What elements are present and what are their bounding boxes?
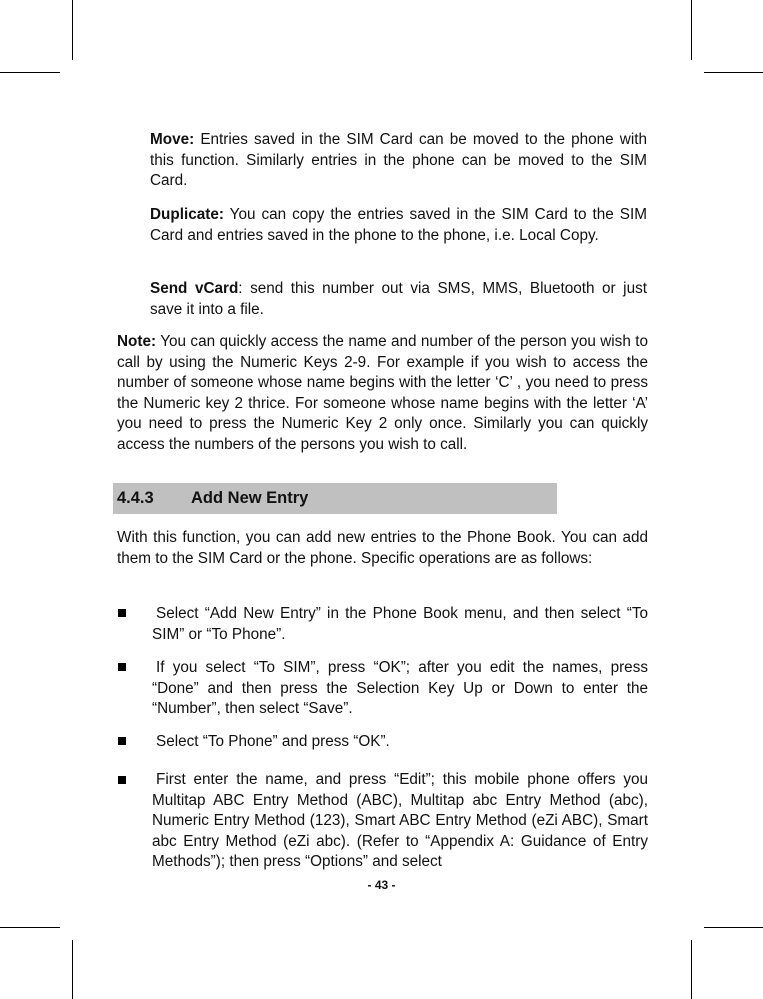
crop-mark [0,927,60,928]
page-number: - 43 - [367,878,396,892]
crop-mark [691,0,692,60]
move-item [150,130,647,192]
sendvcard-text: : send this number out via SMS, MMS, Bluetooth or just save it into a file. [150,280,647,318]
list-item: Select “To Phone” and press “OK”. [156,733,390,750]
bullet-icon [118,609,126,617]
note-text: You can quickly access the name and number of the person you wish to call by using the Numeric Keys 2-9. For example if you wish to access the number of someone whose name begins with the letter ‘C’ , you need to press the Numeric key 2 thrice. For someone whose name begins with the letter ‘A’ you need to press the Numeric Key 2 only once. Similarly you can quickly access the numbers of the persons you wish to call. [117,333,648,453]
section-number: 4.4.3 [117,489,154,507]
bullet-icon [118,663,126,671]
duplicate-item [150,205,647,246]
crop-mark [72,0,73,60]
crop-mark [691,940,692,999]
list-item: If you select “To SIM”, press “OK”; after you edit the names, press “Done” and then press the Selection Key Up or Down to enter the “Number”, then select “Save”. [152,659,648,717]
note-paragraph [117,332,648,455]
crop-mark [72,940,73,999]
section-intro: With this function, you can add new entries to the Phone Book. You can add them to the SIM Card or the phone. Specific operations are as follows: [117,529,648,567]
crop-mark [704,72,763,73]
sendvcard-item [150,279,647,320]
bullet-icon [118,737,126,745]
crop-mark [0,72,60,73]
move-text: Entries saved in the SIM Card can be moved to the phone with this function. Similarly entries in the phone can be moved to the SIM Card. [150,131,647,189]
sendvcard-term: Send vCard [150,280,239,297]
section-title: Add New Entry [191,489,309,507]
bullet-icon [118,776,126,784]
move-term: Move: [150,131,195,148]
list-item: First enter the name, and press “Edit”; this mobile phone offers you Multitap ABC Entry Method (ABC), Multitap abc Entry Method (abc), Numeric Entry Method (123), Smart ABC Entry Method (eZi ABC), Smart abc Entry Method (eZi abc). (Refer to “Appendix A: Guidance of Entry Methods”); then press “Options” and select [152,771,648,870]
crop-mark [704,927,763,928]
duplicate-text: You can copy the entries saved in the SIM Card to the SIM Card and entries saved in the phone to the phone, i.e. Local Copy. [150,206,647,244]
section-heading [113,483,557,514]
duplicate-term: Duplicate: [150,206,224,223]
note-term: Note: [117,333,157,350]
list-item: Select “Add New Entry” in the Phone Book menu, and then select “To SIM” or “To Phone”. [152,605,648,643]
